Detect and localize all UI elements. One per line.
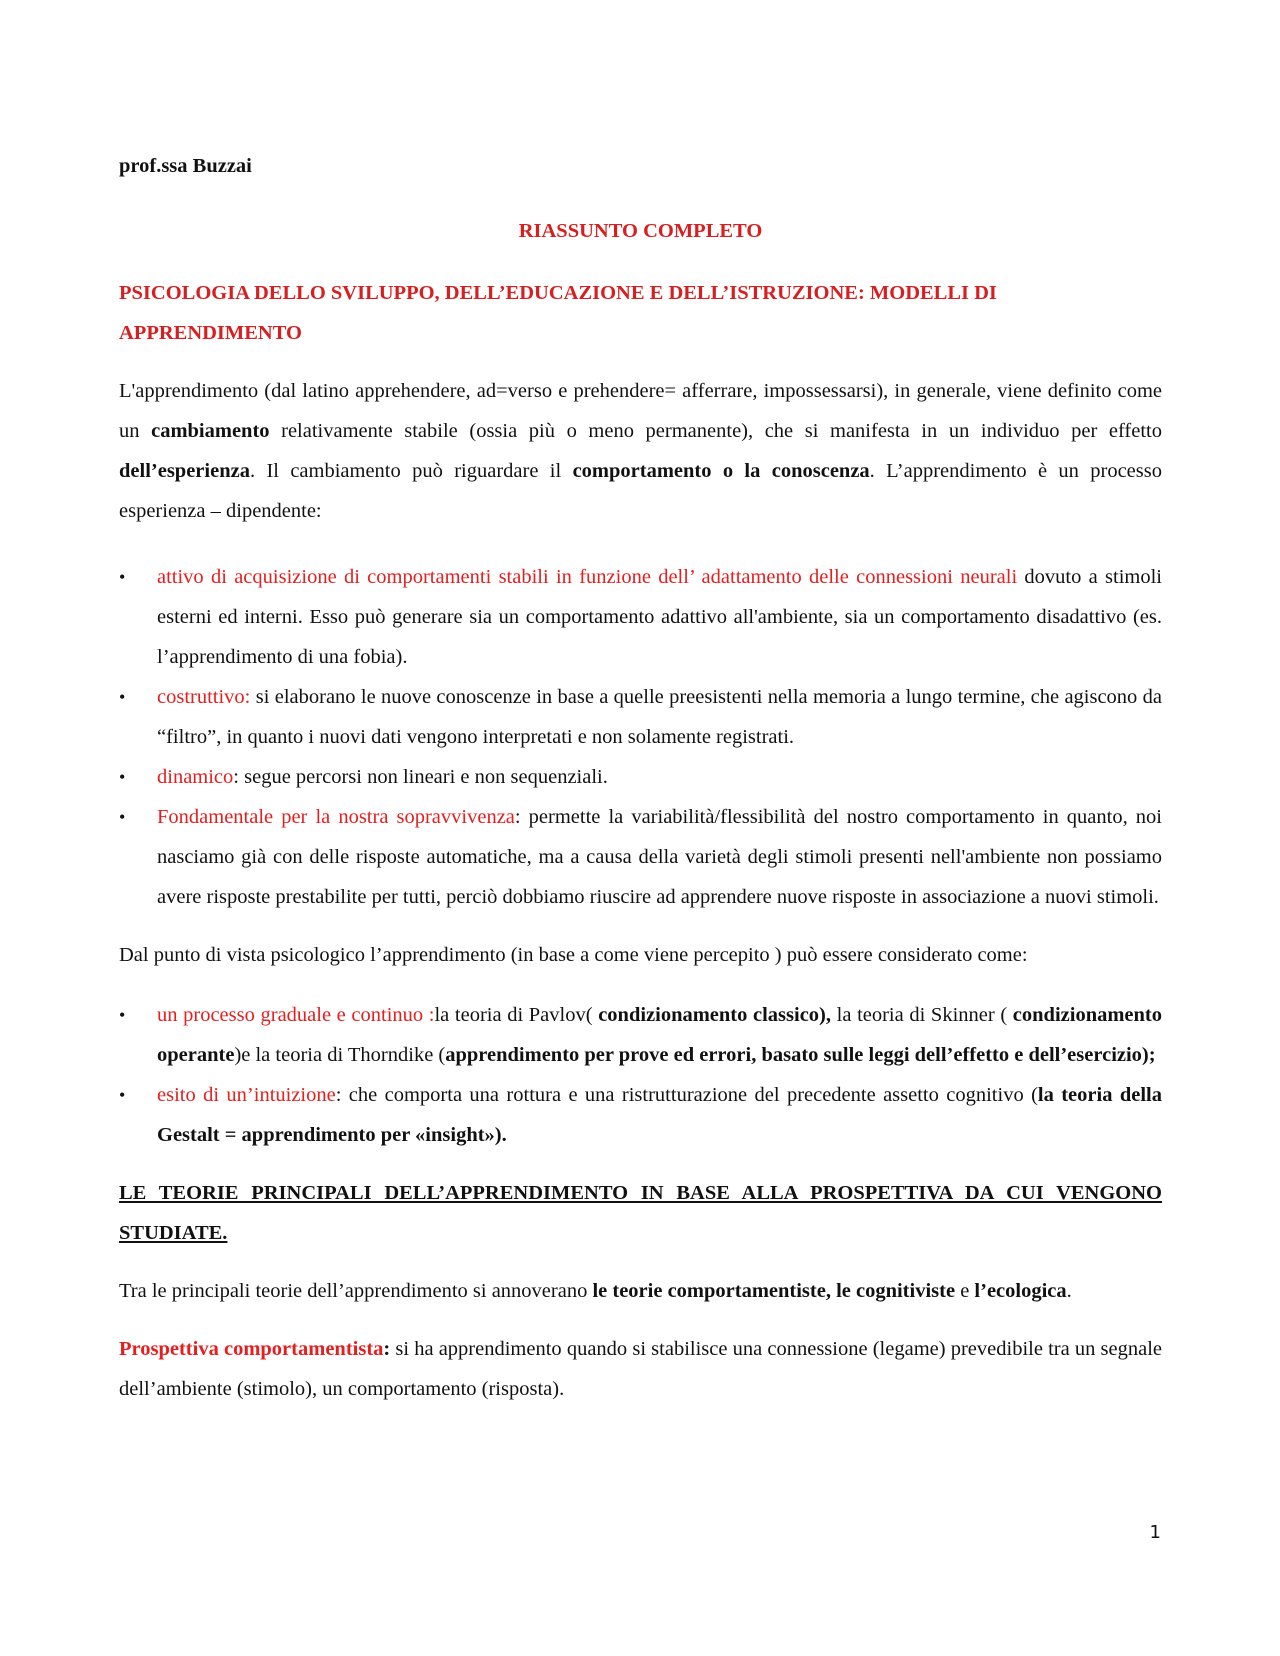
list-item-bold: la teoria della Gestalt = apprendimento per «insight»).: [157, 1084, 1162, 1146]
intro-bold-1: cambiamento: [151, 420, 270, 442]
intro-text-4: . L’apprendimento è un processo esperienza – dipendente:: [119, 460, 1162, 522]
theories-bold-1: le teorie comportamentiste, le cognitiviste: [592, 1280, 956, 1302]
behaviorist-label: Prospettiva comportamentista: [119, 1338, 384, 1360]
list-item-highlight: dinamico: [157, 766, 234, 788]
behaviorist-paragraph: [119, 1329, 1162, 1409]
document-page: [119, 146, 1162, 1427]
theories-text-3: .: [1066, 1280, 1072, 1302]
learning-features-list: [119, 557, 1162, 917]
bullet-icon: •: [119, 687, 126, 707]
document-subtitle: PSICOLOGIA DELLO SVILUPPO, DELL’EDUCAZIONE E DELL’ISTRUZIONE: MODELLI DI APPRENDIMENTO: [119, 282, 997, 344]
list-item-highlight: esito di un’intuizione: [157, 1084, 336, 1106]
list-item-text: )e la teoria di Thorndike (: [234, 1044, 446, 1066]
bullet-icon: •: [119, 1085, 126, 1105]
list-item-text: : che comporta una rottura e una ristrutturazione del precedente assetto cognitivo (: [335, 1084, 1038, 1106]
page-number: 1: [1149, 1522, 1161, 1543]
list-item-highlight: Fondamentale per la nostra sopravvivenza: [157, 806, 515, 828]
document-title: RIASSUNTO COMPLETO: [518, 220, 763, 242]
section-heading: LE TEORIE PRINCIPALI DELL’APPRENDIMENTO IN BASE ALLA PROSPETTIVA DA CUI VENGONO STUDIATE.: [119, 1182, 1162, 1244]
intro-text-1: L'apprendimento (dal latino apprehendere, ad=verso e prehendere= afferrare, impossessarsi), in generale, viene definito come un: [119, 380, 1162, 442]
intro-bold-3: comportamento o la conoscenza: [572, 460, 870, 482]
list-item-text: dovuto a stimoli esterni ed interni. Esso può generare sia un comportamento adattivo all'ambiente, sia un comportamento disadattivo (es. l’apprendimento di una fobia).: [157, 566, 1163, 668]
list-item: [119, 557, 1162, 677]
list-item: [119, 1075, 1162, 1155]
list-item-highlight: attivo di acquisizione di comportamenti stabili in funzione dell’ adattamento delle connessioni neurali: [157, 566, 1018, 588]
behaviorist-colon: :: [383, 1338, 391, 1360]
list-item-text: : permette la variabilità/flessibilità del nostro comportamento in quanto, noi nasciamo già con delle risposte automatiche, ma a causa della varietà degli stimoli presenti nell'ambiente non possiamo avere risposte prestabilite per tutti, perciò dobbiamo riuscire ad apprendere nuove risposte in associazione a nuovi stimoli.: [157, 806, 1162, 908]
intro-text-3: . Il cambiamento può riguardare il: [249, 460, 573, 482]
list-item-bold: apprendimento per prove ed errori, basato sulle leggi dell’effetto e dell’esercizio);: [445, 1044, 1156, 1066]
learning-theories-list: [119, 995, 1162, 1155]
behaviorist-text: si ha apprendimento quando si stabilisce una connessione (legame) prevedibile tra un segnale dell’ambiente (stimolo), un comportamento (risposta).: [119, 1338, 1162, 1400]
intro-bold-2: dell’esperienza: [119, 460, 250, 482]
theories-text-2: e: [955, 1280, 975, 1302]
list-item-text: la teoria di Pavlov(: [434, 1004, 599, 1026]
list-item-highlight: un processo graduale e continuo :: [157, 1004, 435, 1026]
bullet-icon: •: [119, 807, 126, 827]
list-item: [119, 757, 1162, 797]
bullet-icon: •: [119, 767, 126, 787]
list-item-text: si elaborano le nuove conoscenze in base a quelle preesistenti nella memoria a lungo termine, che agiscono da “filtro”, in quanto i nuovi dati vengono interpretati e non solamente registrati.: [157, 686, 1162, 748]
bullet-icon: •: [119, 1005, 126, 1025]
list-item-bold: condizionamento operante: [157, 1004, 1162, 1066]
list-item: [119, 677, 1162, 757]
list-item-text: la teoria di Skinner (: [831, 1004, 1013, 1026]
psychological-view-paragraph: Dal punto di vista psicologico l’apprendimento (in base a come viene percepito ) può essere considerato come:: [119, 944, 1028, 966]
list-item: [119, 797, 1162, 917]
theories-text-1: Tra le principali teorie dell’apprendimento si annoverano: [119, 1280, 593, 1302]
theories-bold-2: l’ecologica: [974, 1280, 1067, 1302]
bullet-icon: •: [119, 567, 126, 587]
list-item: [119, 995, 1162, 1075]
author-name: prof.ssa Buzzai: [119, 155, 252, 177]
intro-text-2: relativamente stabile (ossia più o meno permanente), che si manifesta in un individuo per effetto: [269, 420, 1162, 442]
list-item-text: : segue percorsi non lineari e non sequenziali.: [233, 766, 608, 788]
main-theories-paragraph: [119, 1271, 1162, 1311]
list-item-bold: condizionamento classico),: [598, 1004, 832, 1026]
list-item-highlight: costruttivo:: [157, 686, 251, 708]
intro-paragraph: [119, 371, 1162, 531]
